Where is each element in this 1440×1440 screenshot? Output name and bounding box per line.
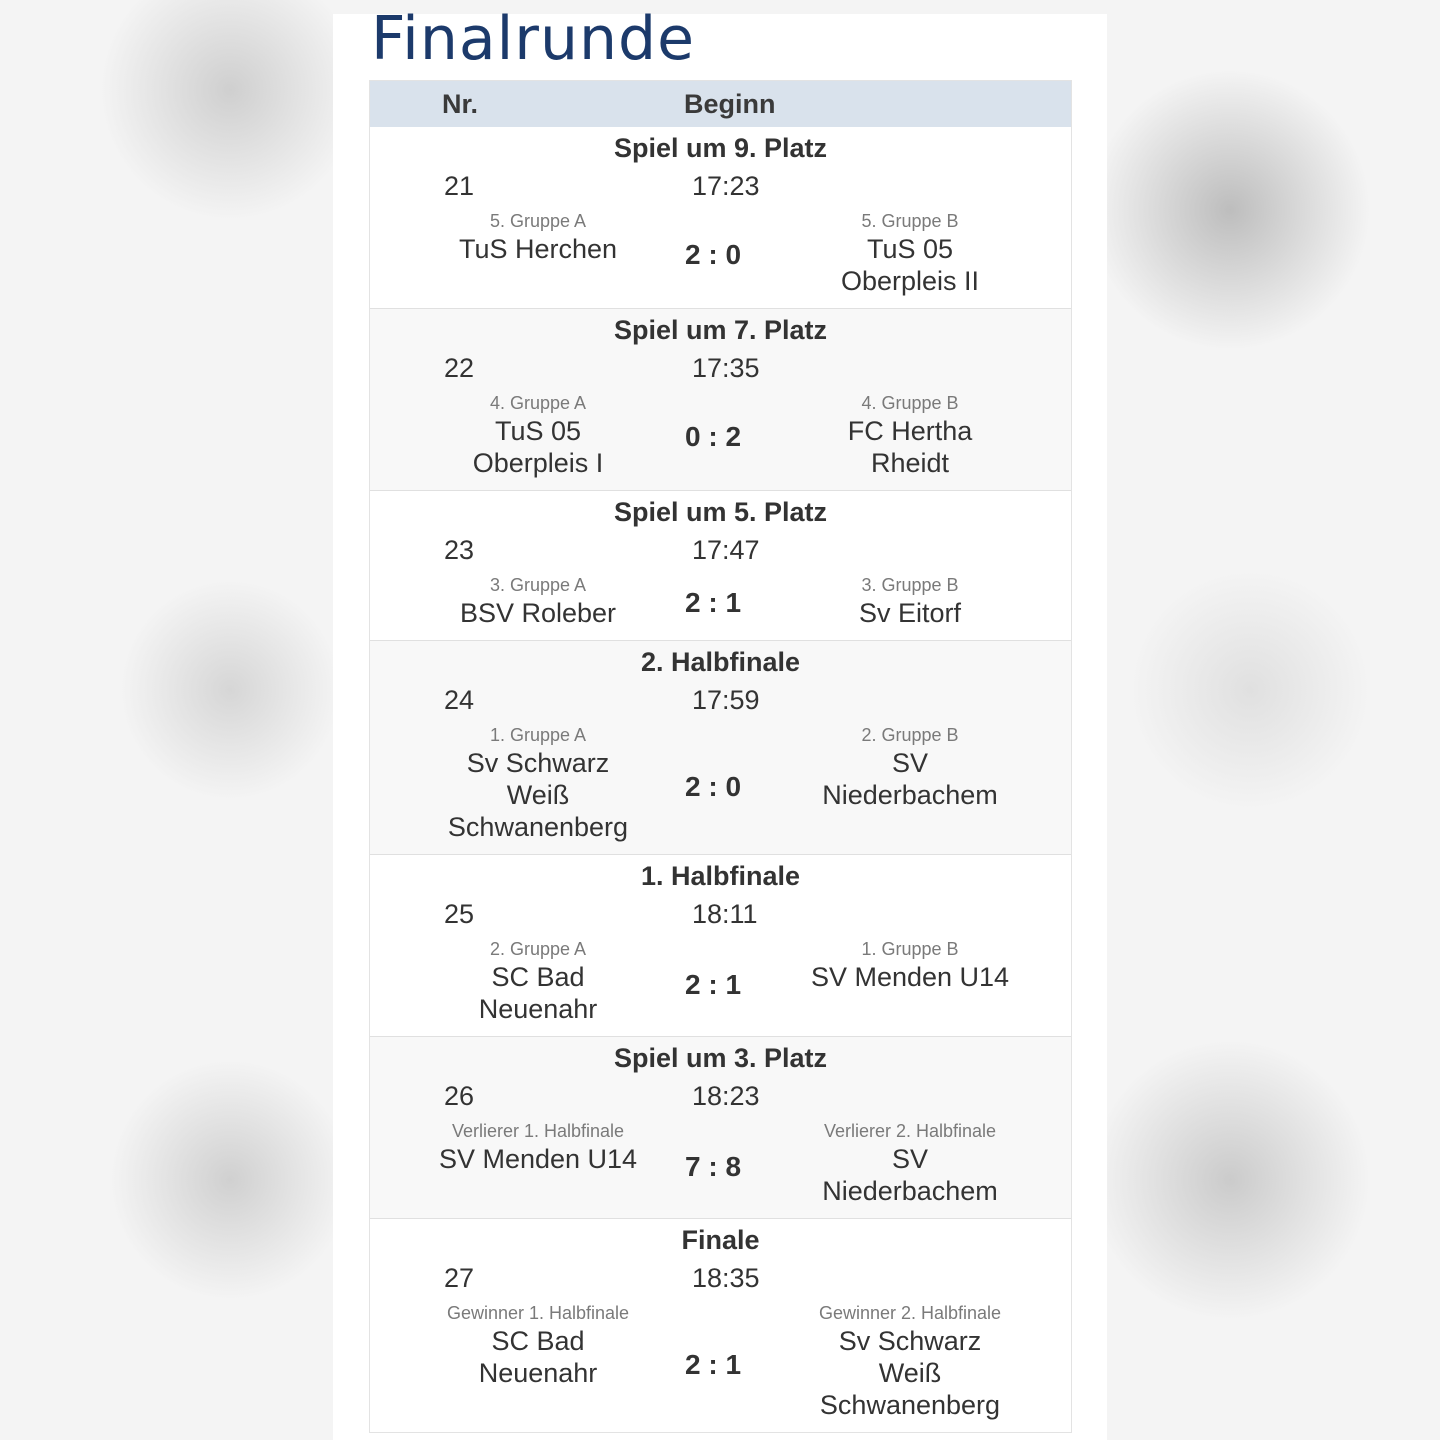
away-team — [790, 1301, 1030, 1421]
home-team — [418, 723, 658, 843]
match-row — [370, 855, 1071, 1037]
home-source: 2. Gruppe A — [489, 939, 587, 959]
round-label: Spiel um 7. Platz — [613, 315, 828, 345]
score: 0 : 2 — [684, 421, 742, 452]
home-team — [418, 391, 658, 479]
away-source: 4. Gruppe B — [861, 393, 959, 413]
away-team — [790, 1119, 1030, 1207]
away-team — [790, 391, 1030, 479]
match-number: 23 — [444, 535, 475, 565]
header-beginn: Beginn — [684, 89, 776, 119]
round-label: Spiel um 9. Platz — [613, 133, 828, 163]
home-team-name: TuS 05 Oberpleis I — [472, 416, 604, 478]
home-team-name: TuS Herchen — [458, 234, 618, 264]
score: 2 : 1 — [684, 1349, 742, 1380]
header-nr: Nr. — [442, 89, 479, 119]
away-source: Verlierer 2. Halbfinale — [823, 1121, 997, 1141]
match-number: 27 — [444, 1263, 475, 1293]
match-number: 22 — [444, 353, 475, 383]
round-label: 1. Halbfinale — [640, 861, 801, 891]
round-label: Finale — [681, 1225, 760, 1255]
away-source: 5. Gruppe B — [861, 211, 959, 231]
home-team-name: SV Menden U14 — [438, 1144, 638, 1174]
away-team — [790, 209, 1030, 297]
match-time: 17:59 — [692, 685, 760, 715]
match-row — [370, 127, 1071, 309]
score: 2 : 0 — [684, 239, 742, 270]
round-label: Spiel um 3. Platz — [613, 1043, 828, 1073]
away-team — [790, 573, 1030, 629]
home-source: 4. Gruppe A — [489, 393, 587, 413]
score: 2 : 0 — [684, 771, 742, 802]
home-source: 5. Gruppe A — [489, 211, 587, 231]
match-row — [370, 491, 1071, 641]
away-team-name: FC Hertha Rheidt — [847, 416, 973, 478]
home-team-name: Sv Schwarz Weiß Schwanenberg — [447, 748, 629, 842]
home-team-name: SC Bad Neuenahr — [478, 1326, 598, 1388]
home-source: 1. Gruppe A — [489, 725, 587, 745]
away-team-name: Sv Schwarz Weiß Schwanenberg — [819, 1326, 1001, 1420]
match-time: 17:23 — [692, 171, 760, 201]
match-time: 18:11 — [692, 899, 758, 929]
match-number: 21 — [444, 171, 475, 201]
score: 7 : 8 — [684, 1151, 742, 1182]
match-time: 18:23 — [692, 1081, 760, 1111]
home-team-name: BSV Roleber — [459, 598, 617, 628]
home-team — [418, 573, 658, 629]
away-source: 2. Gruppe B — [861, 725, 959, 745]
away-team-name: Sv Eitorf — [858, 598, 962, 628]
match-time: 18:35 — [692, 1263, 760, 1293]
home-team-name: SC Bad Neuenahr — [478, 962, 598, 1024]
match-number: 26 — [444, 1081, 475, 1111]
away-team — [790, 937, 1030, 993]
match-time: 17:35 — [692, 353, 760, 383]
round-label: Spiel um 5. Platz — [613, 497, 828, 527]
table-header — [370, 81, 1071, 127]
home-source: Gewinner 1. Halbfinale — [446, 1303, 630, 1323]
match-row — [370, 1037, 1071, 1219]
score: 2 : 1 — [684, 587, 742, 618]
away-team-name: TuS 05 Oberpleis II — [840, 234, 980, 296]
away-source: Gewinner 2. Halbfinale — [818, 1303, 1002, 1323]
away-team-name: SV Niederbachem — [822, 1144, 998, 1206]
home-team — [418, 209, 658, 265]
schedule-table — [369, 80, 1072, 1433]
page-title: Finalrunde — [371, 4, 696, 74]
home-team — [418, 1119, 658, 1175]
away-team-name: SV Niederbachem — [822, 748, 998, 810]
away-source: 3. Gruppe B — [861, 575, 959, 595]
match-number: 25 — [444, 899, 475, 929]
home-source: Verlierer 1. Halbfinale — [451, 1121, 625, 1141]
away-team-name: SV Menden U14 — [810, 962, 1010, 992]
score: 2 : 1 — [684, 969, 742, 1000]
match-time: 17:47 — [692, 535, 760, 565]
match-row — [370, 641, 1071, 855]
match-row — [370, 1219, 1071, 1432]
match-number: 24 — [444, 685, 475, 715]
home-source: 3. Gruppe A — [489, 575, 587, 595]
match-row — [370, 309, 1071, 491]
round-label: 2. Halbfinale — [640, 647, 801, 677]
home-team — [418, 937, 658, 1025]
away-team — [790, 723, 1030, 811]
home-team — [418, 1301, 658, 1389]
away-source: 1. Gruppe B — [861, 939, 959, 959]
